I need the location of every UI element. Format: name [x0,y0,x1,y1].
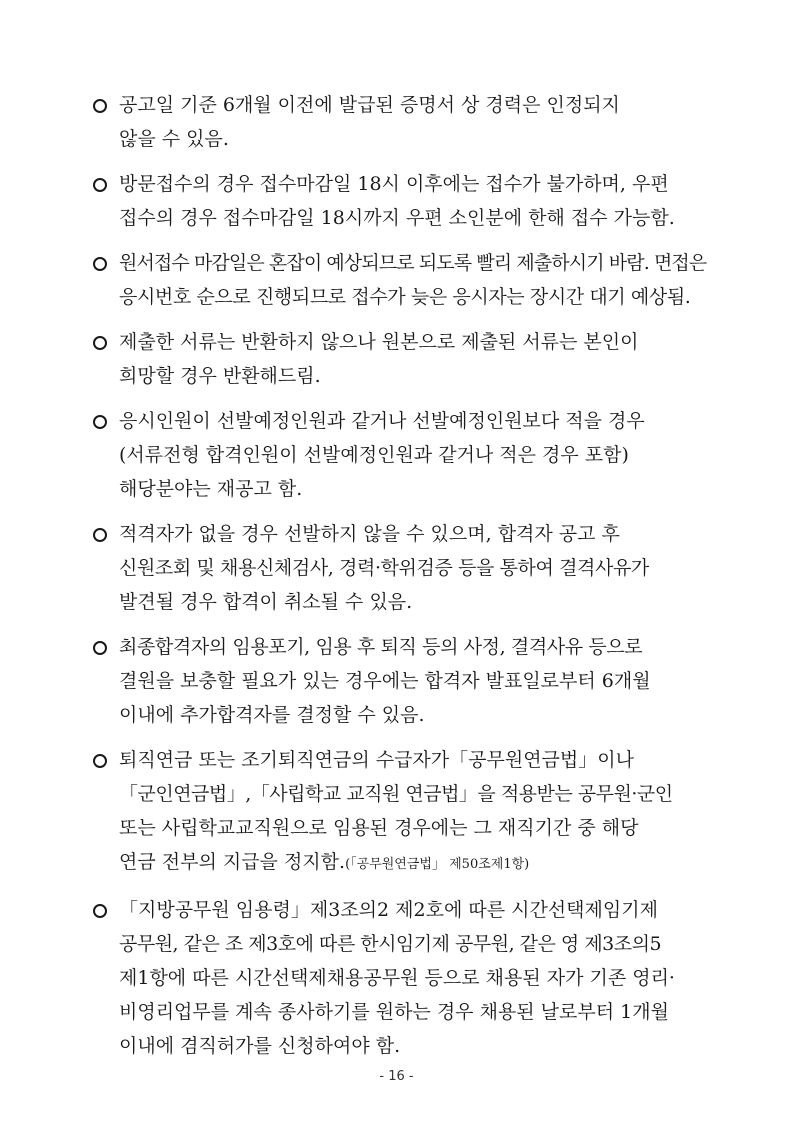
item-text-line: 응시인원이 선발예정인원과 같거나 선발예정인원보다 적을 경우 [119,410,645,432]
notice-list [93,88,733,1074]
list-item [93,404,733,506]
item-text-line: 않을 수 있음. [119,128,229,150]
list-item [93,88,733,156]
circle-bullet-icon [93,257,107,271]
circle-bullet-icon [93,641,107,655]
item-text-line: 접수의 경우 접수마감일 18시까지 우편 소인분에 한해 접수 가능함. [119,207,675,229]
circle-bullet-icon [93,528,107,542]
list-item [93,893,733,1063]
circle-bullet-icon [93,754,107,768]
item-text-line [119,845,733,882]
item-text-line: 희망할 경우 반환해드림. [119,365,321,387]
page-number: - 16 - [379,1069,414,1084]
item-text-line: 발견될 경우 합격이 취소될 수 있음. [119,591,413,613]
circle-bullet-icon [93,99,107,113]
item-text-line: 응시번호 순으로 진행되므로 접수가 늦은 응시자는 장시간 대기 예상됨. [119,286,691,308]
list-item [93,167,733,235]
item-text-line: 신원조회 및 채용신체검사, 경력·학위검증 등을 통하여 결격사유가 [119,557,649,579]
circle-bullet-icon [93,178,107,192]
circle-bullet-icon [93,904,107,918]
item-text-segment: 연금 전부의 지급을 정지함. [119,851,346,873]
item-text-line: 결원을 보충할 필요가 있는 경우에는 합격자 발표일로부터 6개월 [119,670,651,692]
item-text-line: 또는 사립학교교직원으로 임용된 경우에는 그 재직기간 중 해당 [119,817,639,839]
item-text-line: 최종합격자의 임용포기, 임용 후 퇴직 등의 사정, 결격사유 등으로 [119,636,643,658]
item-text-line: 「군인연금법」,「사립학교 교직원 연금법」을 적용받는 공무원·군인 [119,783,673,805]
item-text-line: 제1항에 따른 시간선택제채용공무원 등으로 채용된 자가 기존 영리· [119,967,675,989]
item-text-line: 이내에 겸직허가를 신청하여야 함. [119,1035,401,1057]
item-text-line: 이내에 추가합격자를 결정할 수 있음. [119,704,425,726]
item-text-line: 제출한 서류는 반환하지 않으나 원본으로 제출된 서류는 본인이 [119,331,639,353]
list-item [93,743,733,882]
item-text-line: (서류전형 합격인원이 선발예정인원과 같거나 적은 경우 포함) [119,444,629,466]
item-text-line: 「지방공무원 임용령」제3조의2 제2호에 따른 시간선택제임기제 [119,899,658,921]
list-item [93,246,733,314]
list-item [93,325,733,393]
item-text-line: 비영리업무를 계속 종사하기를 원하는 경우 채용된 날로부터 1개월 [119,1001,669,1023]
law-reference: (「공무원연금법」 제50조제1항) [345,857,530,872]
item-text-line: 공무원, 같은 조 제3호에 따른 한시임기제 공무원, 같은 영 제3조의5 [119,933,662,955]
circle-bullet-icon [93,415,107,429]
item-text-line: 원서접수 마감일은 혼잡이 예상되므로 되도록 빨리 제출하시기 바람. 면접은 [119,252,707,274]
item-text-line: 공고일 기준 6개월 이전에 발급된 증명서 상 경력은 인정되지 [119,94,620,116]
item-text-line: 퇴직연금 또는 조기퇴직연금의 수급자가「공무원연금법」이나 [119,749,634,771]
circle-bullet-icon [93,336,107,350]
item-text-line: 해당분야는 재공고 함. [119,478,303,500]
list-item [93,630,733,732]
list-item [93,517,733,619]
item-text-line: 적격자가 없을 경우 선발하지 않을 수 있으며, 합격자 공고 후 [119,523,620,545]
item-text-line: 방문접수의 경우 접수마감일 18시 이후에는 접수가 불가하며, 우편 [119,173,669,195]
